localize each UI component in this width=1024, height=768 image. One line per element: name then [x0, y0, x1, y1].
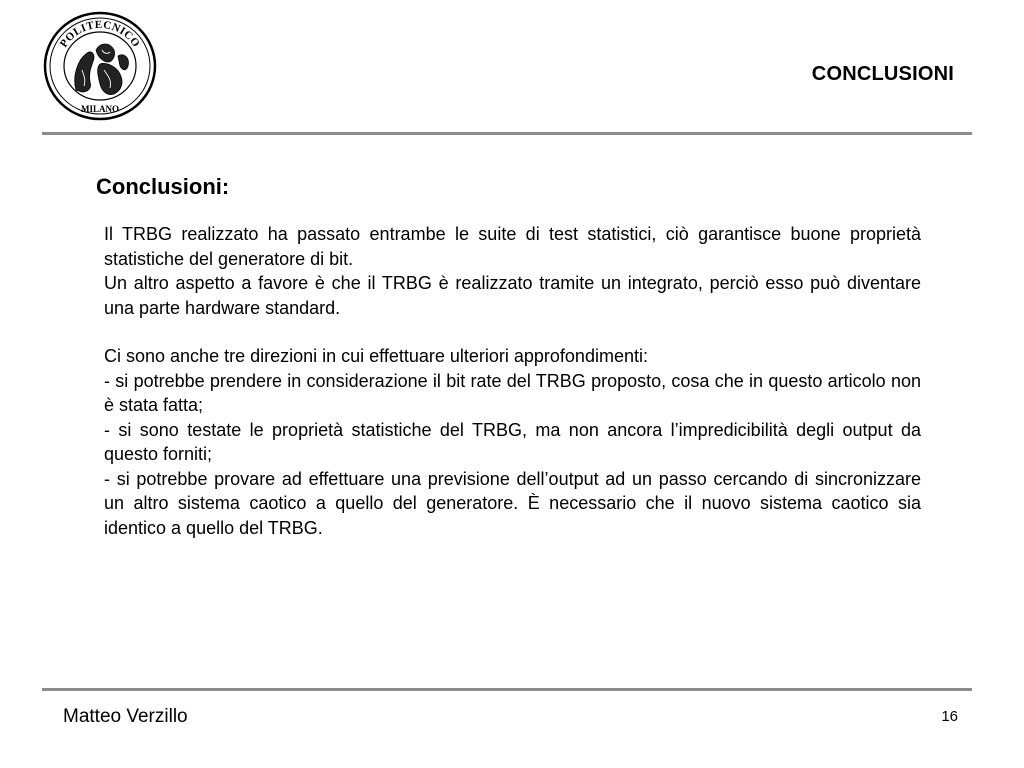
slide-section-title: CONCLUSIONI — [811, 63, 954, 85]
logo-text-top: POLITECNICO — [57, 18, 143, 50]
list-item-unpredictability: - si sono testate le proprietà statistiche del TRBG, ma non ancora l’impredicibilità degli output da questo forniti; — [104, 419, 921, 464]
politecnico-milano-seal-icon — [42, 10, 158, 122]
paragraph-tests: Il TRBG realizzato ha passato entrambe le suite di test statistici, ciò garantisce buone proprietà statistiche del generatore di bit. — [104, 224, 921, 269]
logo-text-bottom: MILANO — [81, 104, 119, 114]
header-divider — [42, 132, 972, 135]
list-item-prediction: - si potrebbe provare ad effettuare una previsione dell’output ad un passo cercando di sincronizzare un altro sistema caotico a quello del generatore. È necessario che il nuovo sistema caotico sia identico a quello del TRBG. — [104, 468, 921, 538]
list-item-bit-rate: - si potrebbe prendere in considerazione il bit rate del TRBG proposto, cosa che in questo articolo non è stata fatta; — [104, 370, 921, 415]
footer-divider — [42, 688, 972, 691]
page-number: 16 — [941, 708, 958, 725]
content-body — [104, 222, 921, 540]
paragraph-directions-intro: Ci sono anche tre direzioni in cui effettuare ulteriori approfondimenti: — [104, 346, 648, 366]
paragraph-hardware: Un altro aspetto a favore è che il TRBG è realizzato tramite un integrato, perciò esso può diventare una parte hardware standard. — [104, 273, 921, 318]
content-heading: Conclusioni: — [96, 174, 230, 199]
footer-author: Matteo Verzillo — [63, 706, 188, 727]
